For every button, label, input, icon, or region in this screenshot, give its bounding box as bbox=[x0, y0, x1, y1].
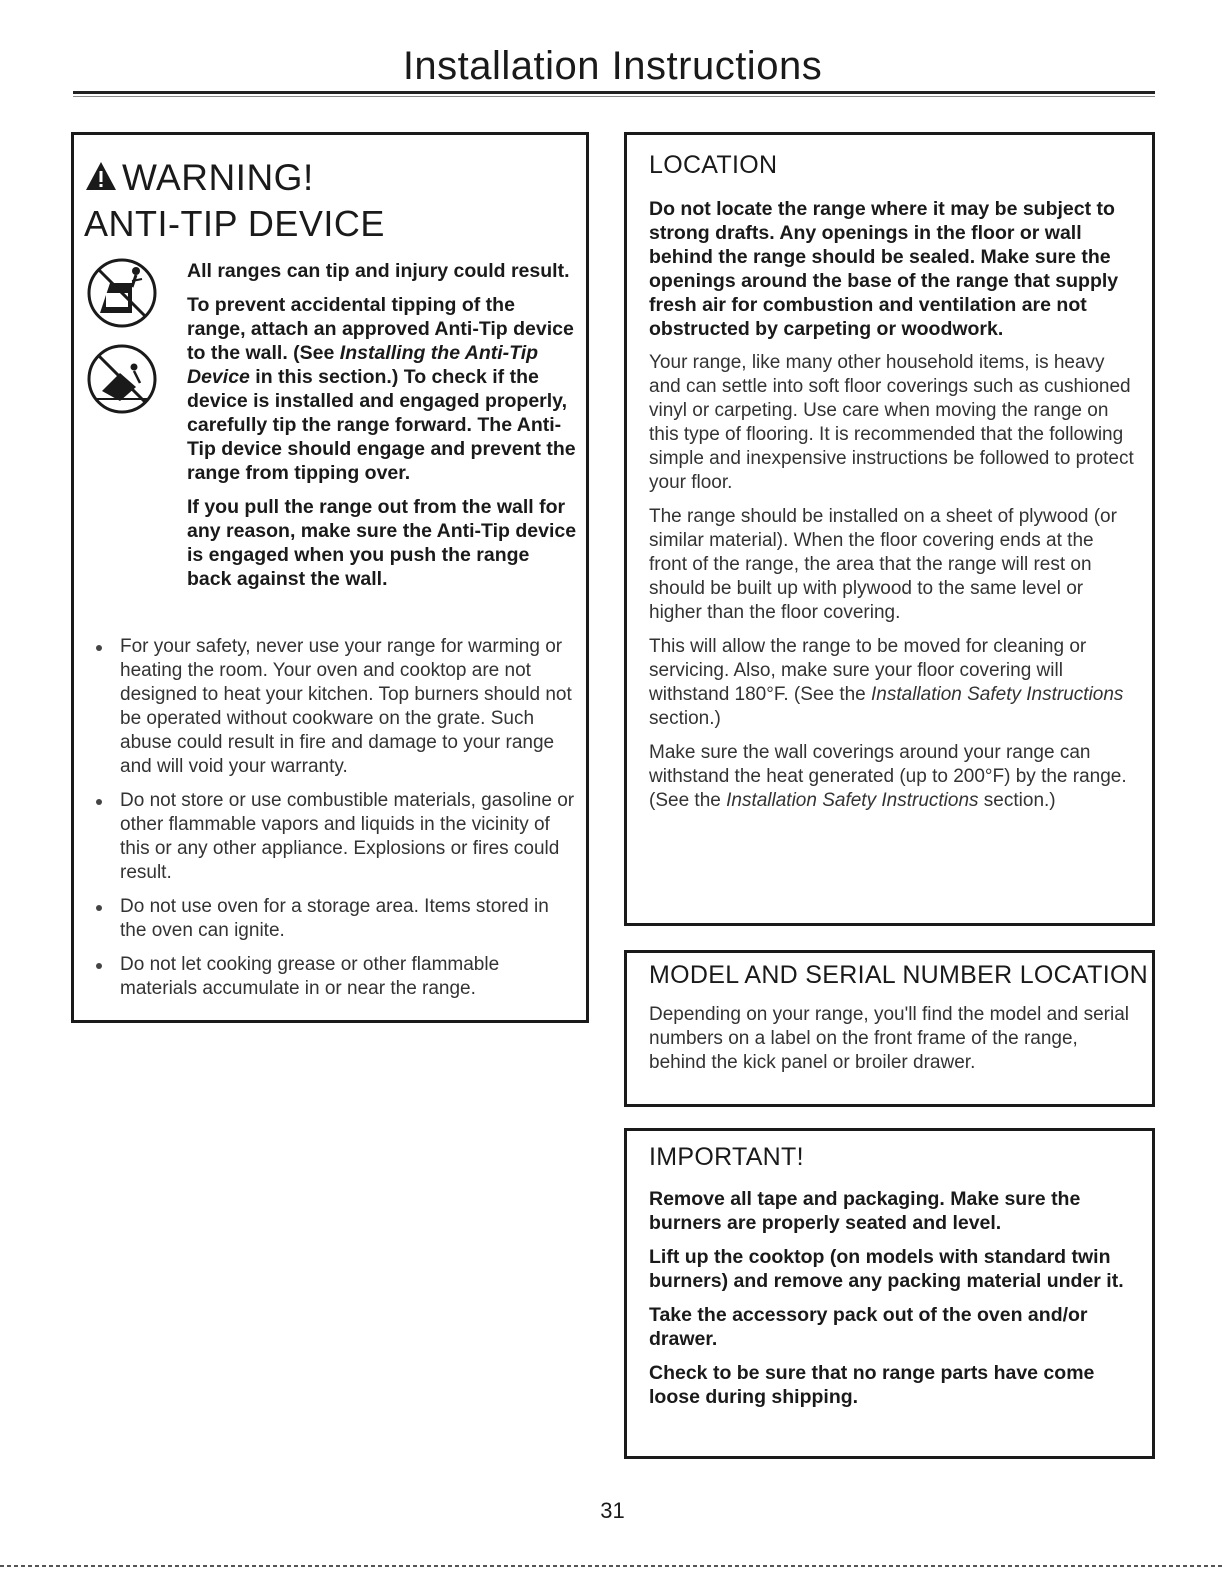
list-item: Do not use oven for a storage area. Items stored in the oven can ignite. bbox=[86, 895, 576, 943]
model-para: Depending on your range, you'll find the model and serial numbers on a label on the front frame of the range, behind the kick panel or broiler drawer. bbox=[649, 1004, 1129, 1073]
important-box bbox=[624, 1128, 1155, 1459]
warning-triangle-icon bbox=[84, 159, 118, 201]
model-title: MODEL AND SERIAL NUMBER LOCATION bbox=[649, 961, 1149, 989]
location-para-3: This will allow the range to be moved for cleaning or servicing. Also, make sure your floor covering will withstand 180°F. (See the Installation Safety Instructions section.) bbox=[649, 636, 1124, 729]
important-body bbox=[649, 1187, 1135, 1419]
warning-bold-text bbox=[187, 259, 577, 601]
page-number: 31 bbox=[600, 1498, 625, 1523]
important-item: Lift up the cooktop (on models with standard twin burners) and remove any packing material under it. bbox=[649, 1246, 1124, 1292]
important-item: Remove all tape and packaging. Make sure the burners are properly seated and level. bbox=[649, 1188, 1081, 1234]
list-item: Do not let cooking grease or other flammable materials accumulate in or near the range. bbox=[86, 953, 576, 1001]
model-serial-box bbox=[624, 950, 1155, 1107]
important-item: Check to be sure that no range parts have come loose during shipping. bbox=[649, 1362, 1095, 1408]
location-para-4: Make sure the wall coverings around your range can withstand the heat generated (up to 200°F) by the range. (See the Installation Safety Instructions section.) bbox=[649, 742, 1127, 811]
page-title: Installation Instructions bbox=[402, 44, 823, 88]
location-title: LOCATION bbox=[649, 151, 778, 179]
model-body bbox=[649, 1003, 1139, 1085]
title-rule bbox=[73, 91, 1155, 94]
warning-para-2: To prevent accidental tipping of the range, attach an approved Anti-Tip device to the wall. (See Installing the Anti-Tip Device in this section.) To check if the device is installed and engaged properly, carefully tip the range forward. The Anti-Tip device should engage and prevent the range from tipping over. bbox=[187, 294, 576, 484]
location-body bbox=[649, 197, 1135, 823]
important-item: Take the accessory pack out of the oven and/or drawer. bbox=[649, 1304, 1088, 1350]
no-tip-range-icon bbox=[86, 343, 158, 415]
no-climb-range-icon bbox=[86, 257, 158, 329]
bottom-rule bbox=[0, 1565, 1225, 1567]
warning-box bbox=[71, 132, 589, 1023]
warning-bullet-list bbox=[86, 635, 576, 1011]
location-para-1: Your range, like many other household items, is heavy and can settle into soft floor coverings such as cushioned vinyl or carpeting. Use care when moving the range on this type of flooring. It is recommended that the following simple and inexpensive instructions be followed to protect your floor. bbox=[649, 352, 1134, 493]
warning-para-3: If you pull the range out from the wall for any reason, make sure the Anti-Tip device is engaged when you push the range back against the wall. bbox=[187, 496, 577, 590]
list-item: For your safety, never use your range for warming or heating the room. Your oven and cooktop are not designed to heat your kitchen. Top burners should not be operated without cookware on the grate. Such abuse could result in fire and damage to your range and will void your warranty. bbox=[86, 635, 576, 779]
list-item: Do not store or use combustible materials, gasoline or other flammable vapors and liquids in the vicinity of this or any other appliance. Explosions or fires could result. bbox=[86, 789, 576, 885]
important-title: IMPORTANT! bbox=[649, 1143, 804, 1171]
location-para-2: The range should be installed on a sheet of plywood (or similar material). When the floor covering ends at the front of the range, the area that the range will rest on should be built up with plywood to the same level or higher than the floor covering. bbox=[649, 506, 1117, 623]
location-box bbox=[624, 132, 1155, 926]
anti-tip-heading: ANTI-TIP DEVICE bbox=[84, 203, 385, 244]
title-rule-secondary bbox=[73, 96, 1155, 97]
warning-para-1: All ranges can tip and injury could result. bbox=[187, 260, 570, 282]
warning-heading bbox=[84, 157, 314, 201]
warning-heading-text: WARNING! bbox=[122, 157, 314, 198]
location-bold-para: Do not locate the range where it may be subject to strong drafts. Any openings in the floor or wall behind the range should be sealed. Make sure the openings around the base of the range that supply fresh air for combustion and ventilation are not obstructed by carpeting or woodwork. bbox=[649, 198, 1119, 340]
